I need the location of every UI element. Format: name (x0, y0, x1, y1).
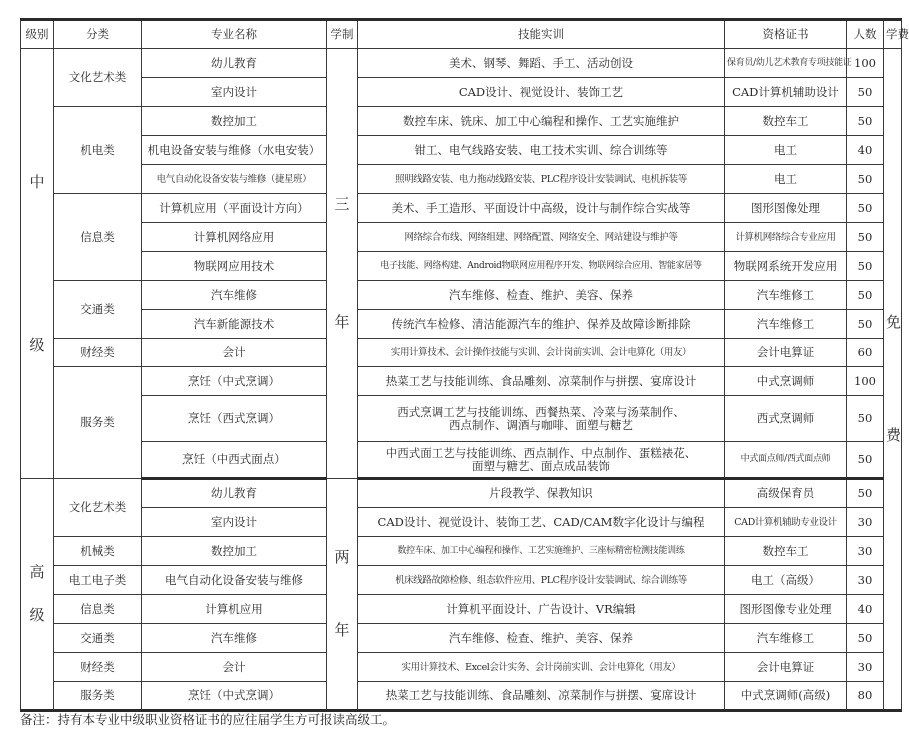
skills-cell (358, 442, 725, 479)
major-name: 室内设计 (142, 78, 327, 107)
cert-cell: 高级保育员 (725, 479, 847, 508)
major-name: 烹饪（西式烹调） (142, 396, 327, 442)
count-cell: 50 (847, 252, 884, 281)
major-name: 计算机网络应用 (142, 223, 327, 252)
count-cell: 50 (847, 107, 884, 136)
category-finance: 财经类 (54, 339, 142, 367)
count-cell: 40 (847, 595, 884, 624)
count-cell: 50 (847, 78, 884, 107)
major-name: 会计 (142, 653, 327, 682)
category-traffic: 交通类 (54, 281, 142, 339)
skills-cell: 机床线路故障检修、组态软件应用、PLC程序设计安装调试、综合训练等 (358, 566, 725, 595)
header-cert: 资格证书 (725, 20, 847, 49)
skills-line-1: 中西式面工艺与技能训练、西点制作、中点制作、蛋糕裱花、 (385, 445, 697, 460)
count-cell: 60 (847, 339, 884, 367)
category-info-high: 信息类 (54, 595, 142, 624)
cert-cell: 计算机网络综合专业应用 (725, 223, 847, 252)
cert-cell: 中式烹调师 (725, 367, 847, 396)
cert-cell: 电工 (725, 165, 847, 194)
skills-cell: 网络综合布线、网络组建、网络配置、网络安全、网站建设与维护等 (358, 223, 725, 252)
major-name: 烹饪（中式烹调） (142, 367, 327, 396)
count-cell: 50 (847, 479, 884, 508)
count-cell: 50 (847, 396, 884, 442)
skills-cell (358, 396, 725, 442)
skills-cell: 汽车维修、检查、维护、美容、保养 (358, 624, 725, 653)
level-cell-high: 高 级 (21, 479, 54, 711)
table-row (21, 339, 902, 367)
table-row (21, 194, 902, 223)
skills-cell: 数控车床、铣床、加工中心编程和操作、工艺实施维护 (358, 107, 725, 136)
cert-cell: CAD计算机辅助设计 (725, 78, 847, 107)
category-arts: 文化艺术类 (54, 49, 142, 107)
cert-cell: 汽车维修工 (725, 310, 847, 339)
skills-cell: 美术、钢琴、舞蹈、手工、活动创设 (358, 49, 725, 78)
table-row (21, 537, 902, 566)
skills-line-1: 西式烹调工艺与技能训练、西餐热菜、冷菜与汤菜制作、 (397, 404, 685, 419)
major-name: 汽车新能源技术 (142, 310, 327, 339)
table-row (21, 566, 902, 595)
major-name: 计算机应用（平面设计方向） (142, 194, 327, 223)
category-mech: 机电类 (54, 107, 142, 194)
table-row (21, 107, 902, 136)
major-name: 幼儿教育 (142, 479, 327, 508)
category-info: 信息类 (54, 194, 142, 281)
table-row (21, 78, 902, 107)
table-row (21, 682, 902, 711)
category-service-high: 服务类 (54, 682, 142, 711)
skills-cell: CAD设计、视觉设计、装饰工艺、CAD/CAM数字化设计与编程 (358, 508, 725, 537)
major-name: 物联网应用技术 (142, 252, 327, 281)
major-name: 机电设备安装与维修（水电安装） (142, 136, 327, 165)
major-name: 电气自动化设备安装与维修（捷星班） (142, 165, 327, 194)
count-cell: 30 (847, 566, 884, 595)
header-major: 专业名称 (142, 20, 327, 49)
major-name: 汽车维修 (142, 281, 327, 310)
skills-cell: 实用计算技术、Excel会计实务、会计岗前实训、会计电算化（用友） (358, 653, 725, 682)
cert-cell: 图形图像专业处理 (725, 595, 847, 624)
category-arts-high: 文化艺术类 (54, 479, 142, 537)
count-cell: 30 (847, 653, 884, 682)
skills-cell: 钳工、电气线路安装、电工技术实训、综合训练等 (358, 136, 725, 165)
count-cell: 50 (847, 165, 884, 194)
count-cell: 50 (847, 442, 884, 479)
skills-cell: 传统汽车检修、清洁能源汽车的维护、保养及故障诊断排除 (358, 310, 725, 339)
footnote: 备注：持有本专业中级职业资格证书的应往届学生方可报读高级工。 (20, 712, 396, 727)
skills-cell: 片段教学、保教知识 (358, 479, 725, 508)
enrollment-table (20, 18, 909, 712)
table-row (21, 281, 902, 310)
table-row (21, 252, 902, 281)
header-row (21, 20, 902, 49)
count-cell: 50 (847, 223, 884, 252)
count-cell: 80 (847, 682, 884, 711)
header-category: 分类 (54, 20, 142, 49)
cert-cell: 图形图像处理 (725, 194, 847, 223)
header-duration: 学制 (327, 20, 358, 49)
cert-cell: 数控车工 (725, 537, 847, 566)
count-cell: 50 (847, 281, 884, 310)
enrollment-table-container (20, 18, 909, 712)
major-name: 数控加工 (142, 537, 327, 566)
major-name: 烹饪（中西式面点） (142, 442, 327, 479)
skills-line-2: 面塑与糖艺、面点成品装饰 (472, 458, 610, 473)
table-row (21, 49, 902, 78)
level-cell-mid: 中 级 (21, 49, 54, 479)
count-cell: 50 (847, 310, 884, 339)
count-cell: 50 (847, 624, 884, 653)
cert-cell: CAD计算机辅助专业设计 (725, 508, 847, 537)
table-row (21, 136, 902, 165)
count-cell: 100 (847, 49, 884, 78)
table-row (21, 595, 902, 624)
skills-cell: CAD设计、视觉设计、装饰工艺 (358, 78, 725, 107)
cert-cell: 物联网系统开发应用 (725, 252, 847, 281)
duration-cell-high: 两 年 (327, 479, 358, 711)
cert-cell: 中式烹调师(高级) (725, 682, 847, 711)
table-row (21, 310, 902, 339)
category-traffic-high: 交通类 (54, 624, 142, 653)
skills-cell: 数控车床、加工中心编程和操作、工艺实施维护、三座标精密检测技能训练 (358, 537, 725, 566)
skills-cell: 计算机平面设计、广告设计、VR编辑 (358, 595, 725, 624)
major-name: 室内设计 (142, 508, 327, 537)
major-name: 会计 (142, 339, 327, 367)
table-row (21, 396, 902, 442)
cert-cell: 中式面点师/西式面点师 (725, 442, 847, 479)
table-row (21, 165, 902, 194)
header-level: 级别 (21, 20, 54, 49)
table-row (21, 442, 902, 479)
major-name: 电气自动化设备安装与维修 (142, 566, 327, 595)
table-row (21, 223, 902, 252)
major-name: 数控加工 (142, 107, 327, 136)
major-name: 烹饪（中式烹调） (142, 682, 327, 711)
cert-cell: 保育员/幼儿艺术教育专项技能证 (725, 49, 847, 78)
category-electric-high: 电工电子类 (54, 566, 142, 595)
duration-cell-mid: 三 年 (327, 49, 358, 479)
major-name: 计算机应用 (142, 595, 327, 624)
skills-cell: 热菜工艺与技能训练、食品雕刻、凉菜制作与拼摆、宴席设计 (358, 367, 725, 396)
table-row (21, 624, 902, 653)
table-row (21, 653, 902, 682)
cert-cell: 会计电算证 (725, 339, 847, 367)
cert-cell: 汽车维修工 (725, 281, 847, 310)
category-service: 服务类 (54, 367, 142, 479)
skills-line-2: 西点制作、调酒与咖啡、面塑与糖艺 (449, 417, 633, 432)
header-fee: 学费 (884, 20, 902, 49)
count-cell: 30 (847, 537, 884, 566)
count-cell: 40 (847, 136, 884, 165)
cert-cell: 会计电算证 (725, 653, 847, 682)
cert-cell: 电工 (725, 136, 847, 165)
skills-cell: 电子技能、网络构建、Android物联网应用程序开发、物联网综合应用、智能家居等 (358, 252, 725, 281)
skills-cell: 美术、手工造形、平面设计中高级，设计与制作综合实战等 (358, 194, 725, 223)
skills-cell: 实用计算技术、会计操作技能与实训、会计岗前实训、会计电算化（用友） (358, 339, 725, 367)
cert-cell: 汽车维修工 (725, 624, 847, 653)
major-name: 幼儿教育 (142, 49, 327, 78)
header-count: 人数 (847, 20, 884, 49)
table-row (21, 367, 902, 396)
cert-cell: 电工（高级） (725, 566, 847, 595)
table-row (21, 508, 902, 537)
count-cell: 50 (847, 194, 884, 223)
cert-cell: 西式烹调师 (725, 396, 847, 442)
fee-cell: 免 费 (884, 49, 902, 711)
category-finance-high: 财经类 (54, 653, 142, 682)
cert-cell: 数控车工 (725, 107, 847, 136)
category-mech-high: 机械类 (54, 537, 142, 566)
header-skills: 技能实训 (358, 20, 725, 49)
major-name: 汽车维修 (142, 624, 327, 653)
skills-cell: 热菜工艺与技能训练、食品雕刻、凉菜制作与拼摆、宴席设计 (358, 682, 725, 711)
count-cell: 100 (847, 367, 884, 396)
table-row (21, 479, 902, 508)
skills-cell: 照明线路安装、电力拖动线路安装、PLC程序设计安装调试、电机拆装等 (358, 165, 725, 194)
count-cell: 30 (847, 508, 884, 537)
skills-cell: 汽车维修、检查、维护、美容、保养 (358, 281, 725, 310)
